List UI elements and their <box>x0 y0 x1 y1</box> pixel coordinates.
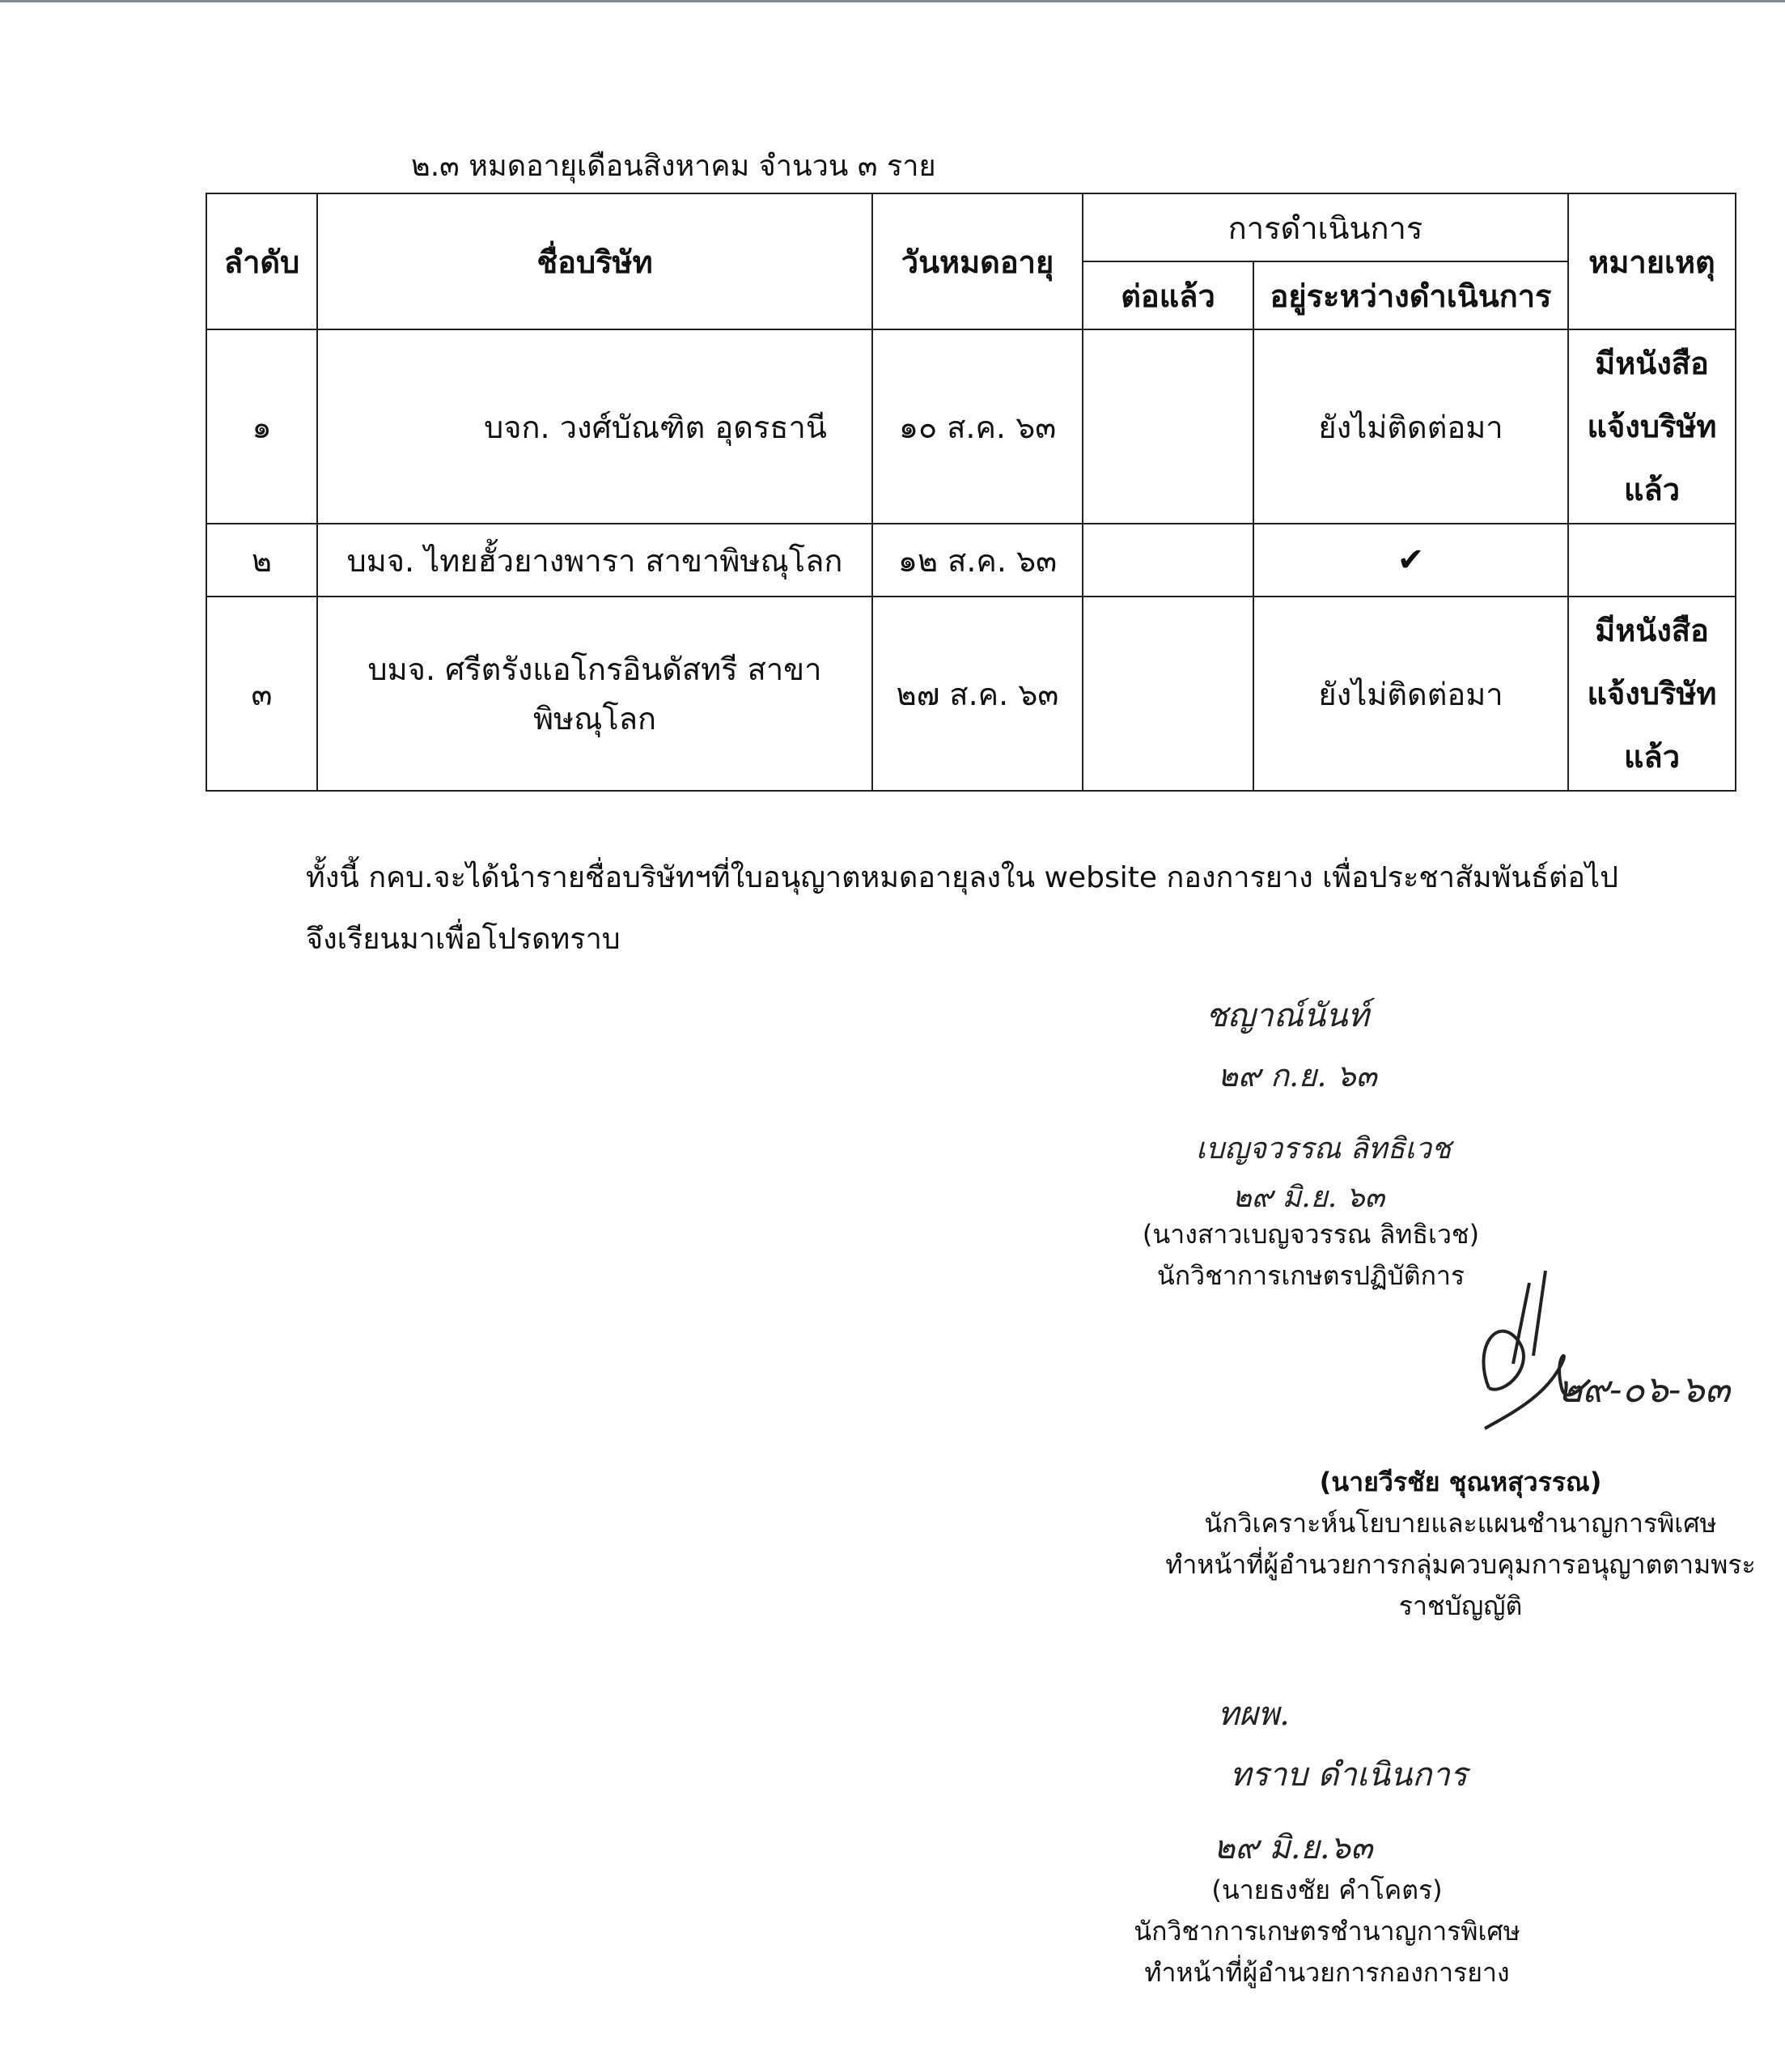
section-heading: ๒.๓ หมดอายุเดือนสิงหาคม จำนวน ๓ ราย <box>411 150 936 183</box>
header-in-progress: อยู่ระหว่างดำเนินการ <box>1253 261 1568 329</box>
row-company: บจก. วงศ์บัณฑิต อุดรธานี <box>317 329 872 524</box>
signatory-title: นักวิชาการเกษตรชำนาญการพิเศษ <box>1134 1916 1520 1947</box>
expiry-table <box>206 193 1736 792</box>
row-renewed <box>1083 524 1253 597</box>
row-no: ๒ <box>206 524 317 597</box>
row-in-progress: ยังไม่ติดต่อมา <box>1253 329 1568 524</box>
handwritten-note: ทผพ. <box>1218 1696 1290 1733</box>
row-no: ๑ <box>206 329 317 524</box>
signatory-title: นักวิชาการเกษตรปฏิบัติการ <box>1156 1260 1465 1291</box>
signatory-name: (นายวีรชัย ชุณหสุวรรณ) <box>1319 1467 1602 1497</box>
handwritten-note: ทราบ ดำเนินการ <box>1230 1756 1468 1794</box>
header-renewed: ต่อแล้ว <box>1083 261 1253 329</box>
row-company: บมจ. ศรีตรังแอโกรอินดัสทรี สาขาพิษณุโลก <box>317 597 872 791</box>
signatory-role: ทำหน้าที่ผู้อำนวยการกลุ่มควบคุมการอนุญาตตามพระราชบัญญัติ <box>1165 1549 1756 1621</box>
row-remark <box>1568 524 1736 597</box>
header-action: การดำเนินการ <box>1083 193 1568 261</box>
row-company: บมจ. ไทยฮั้วยางพารา สาขาพิษณุโลก <box>317 524 872 597</box>
table-row <box>206 524 1736 597</box>
row-remark: มีหนังสือ แจ้งบริษัท แล้ว <box>1568 329 1736 524</box>
table-row <box>206 597 1736 791</box>
row-renewed <box>1083 597 1253 791</box>
handwritten-note: ชญาณ์นันท์ <box>1206 997 1369 1034</box>
top-border-line <box>0 0 1785 2</box>
row-remark: มีหนังสือ แจ้งบริษัท แล้ว <box>1568 597 1736 791</box>
row-expiry: ๑๐ ส.ค. ๖๓ <box>872 329 1083 524</box>
row-expiry: ๑๒ ส.ค. ๖๓ <box>872 524 1083 597</box>
signatory-role: ทำหน้าที่ผู้อำนวยการกองการยาง <box>1144 1957 1510 1988</box>
signatory-name: (นายธงชัย คำโคตร) <box>1211 1875 1443 1905</box>
header-expiry: วันหมดอายุ <box>872 193 1083 329</box>
header-company: ชื่อบริษัท <box>317 193 872 329</box>
signatory-2 <box>1149 1462 1772 1627</box>
closing-sign-off: จึงเรียนมาเพื่อโปรดทราบ <box>306 923 621 956</box>
check-icon: ✔ <box>1253 524 1568 597</box>
signatory-name: (นางสาวเบญจวรรณ ลิทธิเวช) <box>1142 1219 1480 1250</box>
signatory-3 <box>1100 1870 1554 1993</box>
closing-paragraph: ทั้งนี้ กคบ.จะได้นำรายชื่อบริษัทฯที่ใบอนุญาตหมดอายุลงใน website กองการยาง เพื่อประชาสัมพันธ์ต่อไป <box>306 861 1618 894</box>
row-in-progress: ยังไม่ติดต่อมา <box>1253 597 1568 791</box>
handwritten-date: ๒๙ ก.ย. ๖๓ <box>1218 1058 1377 1093</box>
row-no: ๓ <box>206 597 317 791</box>
handwritten-date: ๒๙ มิ.ย.๖๓ <box>1214 1829 1373 1866</box>
handwritten-signature: เบญจวรรณ ลิทธิเวช <box>1196 1132 1452 1166</box>
table-row <box>206 329 1736 524</box>
handwritten-date: ๒๙ มิ.ย. ๖๓ <box>1232 1181 1385 1214</box>
row-expiry: ๒๗ ส.ค. ๖๓ <box>872 597 1083 791</box>
signatory-title: นักวิเคราะห์นโยบายและแผนชำนาญการพิเศษ <box>1204 1508 1717 1539</box>
header-remark: หมายเหตุ <box>1568 193 1736 329</box>
header-no: ลำดับ <box>206 193 317 329</box>
handwritten-date: ๒๙-๐๖-๖๓ <box>1558 1367 1731 1411</box>
row-renewed <box>1083 329 1253 524</box>
